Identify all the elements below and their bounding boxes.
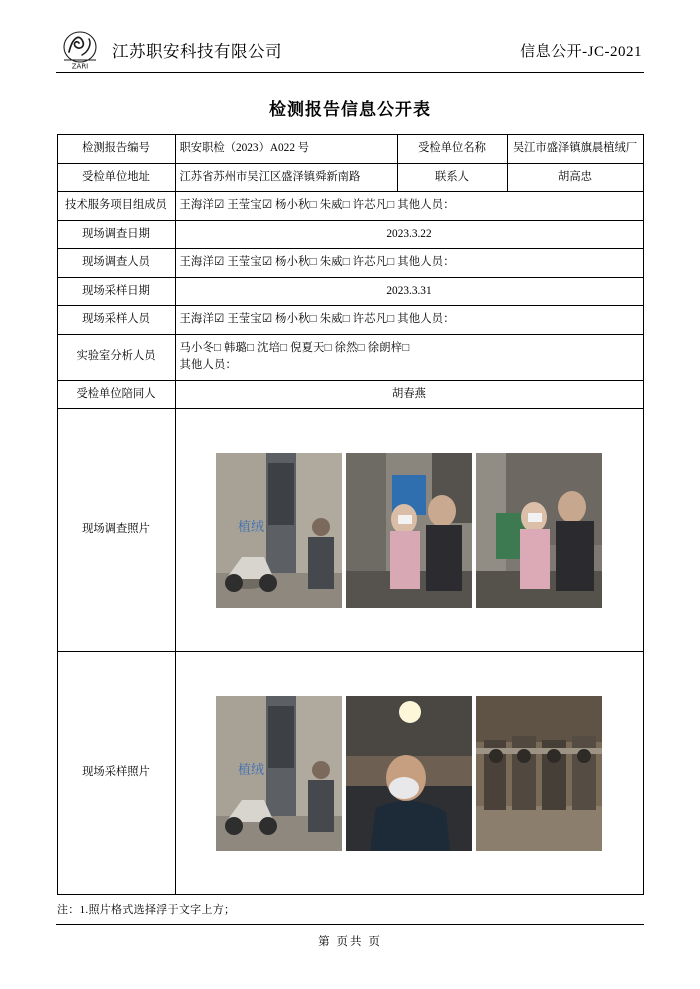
contact-value: 胡高忠	[507, 163, 643, 192]
table-row	[57, 306, 643, 335]
table-row	[57, 192, 643, 221]
lab-staff-label: 实验室分析人员	[57, 334, 175, 380]
sampling-photo-1	[216, 696, 342, 851]
team-value: 王海洋☑ 王莹宝☑ 杨小秋□ 朱威□ 许芯凡□ 其他人员：	[175, 192, 643, 221]
table-row	[57, 334, 643, 380]
table-row	[57, 220, 643, 249]
team-label: 技术服务项目组成员	[57, 192, 175, 221]
table-row	[57, 277, 643, 306]
svg-text:植绒: 植绒	[238, 762, 265, 778]
sampling-staff-value: 王海洋☑ 王莹宝☑ 杨小秋□ 朱威□ 许芯凡□ 其他人员：	[175, 306, 643, 335]
survey-photo-2	[346, 453, 472, 608]
survey-photo-cell	[175, 409, 643, 652]
survey-photo-1	[216, 453, 342, 608]
accompany-value: 胡春燕	[175, 380, 643, 409]
lab-staff-value	[175, 334, 643, 380]
svg-text:植绒: 植绒	[238, 519, 265, 535]
table-row	[57, 380, 643, 409]
survey-staff-value: 王海洋☑ 王莹宝☑ 杨小秋□ 朱威□ 许芯凡□ 其他人员：	[175, 249, 643, 278]
survey-date-value: 2023.3.22	[175, 220, 643, 249]
sampling-photo-label: 现场采样照片	[57, 652, 175, 895]
sampling-staff-label: 现场采样人员	[57, 306, 175, 335]
lab-staff-line-2: 其他人员：	[179, 359, 237, 371]
survey-photo-3	[476, 453, 602, 608]
company-name: 江苏职安科技有限公司	[112, 42, 282, 61]
sampling-date-value: 2023.3.31	[175, 277, 643, 306]
client-addr-label: 受检单位地址	[57, 163, 175, 192]
report-no-label: 检测报告编号	[57, 135, 175, 164]
survey-photo-label: 现场调查照片	[57, 409, 175, 652]
page-number: 第 页共 页	[318, 936, 382, 948]
client-addr-value: 江苏省苏州市吴江区盛泽镇舜新南路	[175, 163, 397, 192]
company-logo-icon	[56, 30, 104, 70]
table-note: 注：1.照片格式选择浮于文字上方；	[57, 904, 236, 916]
client-name-value: 吴江市盛泽镇旗晨植绒厂	[507, 135, 643, 164]
page-title: 检测报告信息公开表	[269, 100, 431, 120]
client-name-label: 受检单位名称	[397, 135, 507, 164]
document-code: 信息公开-JC-2021	[520, 43, 642, 60]
survey-staff-label: 现场调查人员	[57, 249, 175, 278]
accompany-label: 受检单位陪同人	[57, 380, 175, 409]
sampling-photo-3	[476, 696, 602, 851]
sampling-photo-2	[346, 696, 472, 851]
report-no-value: 职安职检（2023）A022 号	[175, 135, 397, 164]
table-row	[57, 249, 643, 278]
survey-date-label: 现场调查日期	[57, 220, 175, 249]
contact-label: 联系人	[397, 163, 507, 192]
sampling-photo-cell	[175, 652, 643, 895]
table-row	[57, 409, 643, 652]
svg-text:ZARI: ZARI	[71, 62, 89, 70]
page-footer	[56, 924, 644, 949]
table-row	[57, 652, 643, 895]
table-row	[57, 135, 643, 164]
info-disclosure-table	[57, 134, 644, 895]
company-brand	[56, 30, 282, 70]
table-row	[57, 163, 643, 192]
footer-divider	[56, 924, 644, 925]
header-divider	[56, 72, 644, 73]
sampling-date-label: 现场采样日期	[57, 277, 175, 306]
page-header	[56, 28, 644, 72]
lab-staff-line-1: 马小冬□ 韩璐□ 沈培□ 倪夏天□ 徐然□ 徐朗梓□	[179, 341, 410, 354]
